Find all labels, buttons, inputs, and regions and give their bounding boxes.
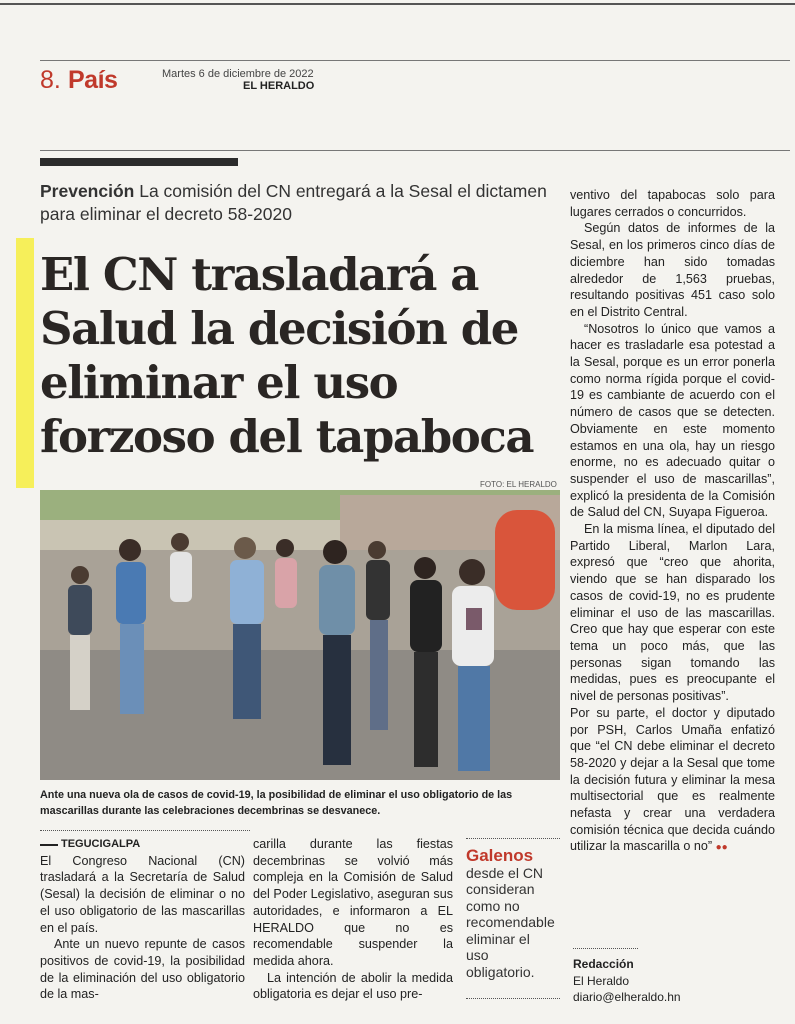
issue-date: Martes 6 de diciembre de 2022 (162, 68, 314, 80)
photo-caption: Ante una nueva ola de casos de covid-19, la posibilidad de eliminar el uso obligatorio de las mascarillas durante las celebraciones decembrinas se desvanece. (40, 789, 513, 817)
article-top-bar (40, 158, 238, 166)
byline-label: Redacción (573, 957, 634, 971)
crowd-illustration (40, 490, 560, 780)
dateline: TEGUCIGALPA (61, 836, 245, 853)
paragraph: “Nosotros lo único que vamos a hacer es trasladarle esa potestad a la Sesal, porque es un error ponerla como norma rígida porque el covid-19 es cambiante de acuerdo con el número de casos que se detecten. Obviamente en este momento estamos en una ola, hay un riesgo enorme, no es adecuado quitar o suspender el uso de mascarillas”, explicó la presidenta de la Comisión de Salud del CN, Suyapa Figueroa. (570, 321, 775, 520)
header-bottom-rule (40, 150, 790, 151)
street-crowd-photo (40, 490, 560, 780)
paragraph: ventivo del tapabocas solo para lugares cerrados o concurridos. (570, 188, 775, 219)
sidebar-top-rule (466, 838, 560, 839)
column-divider (40, 830, 250, 831)
paragraph: En la misma línea, el diputado del Partido Liberal, Marlon Lara, expresó que “creo que ahorita, viendo que se han disparado los casos de covid-19, no es prudente eliminar el uso de las mascarillas. Creo que hay que esperar con este tema un poco más, que las personas sigan tomando las medidas, pues es preocupante el nivel de personas positivas”. (570, 522, 775, 704)
headline: El CN trasladará a Salud la decisión de eliminar el uso forzoso del tapaboca (40, 248, 534, 463)
byline-outlet: El Heraldo (573, 973, 630, 988)
paragraph: Según datos de informes de la Sesal, en los primeros cinco días de diciembre han sido tomadas alrededor de 1,563 pruebas, resultando positivas 451 caso solo en el Distrito Central. (570, 221, 775, 319)
sidebar-text: desde el CN consideran como no recomendable eliminar el uso obligatorio. (466, 864, 555, 980)
highlighter-mark (16, 238, 34, 488)
sidebar-bottom-rule (466, 998, 560, 999)
paragraph: Ante un nuevo repunte de casos positivos de covid-19, la posibilidad de la eliminación del uso obligatorio de la mas- (40, 937, 245, 1002)
paragraph: El Congreso Nacional (CN) trasladará a la Secretaría de Salud (Sesal) la decisión de eliminar o no el uso obligatorio de las mascarillas en el país. (40, 853, 245, 935)
kicker-label: Prevención (40, 181, 135, 201)
photo-credit: FOTO: EL HERALDO (480, 480, 557, 489)
credit-rule (573, 948, 638, 949)
kicker-text: La comisión del CN entregará a la Sesal el dictamen para eliminar el decreto 58-2020 (40, 181, 547, 224)
newspaper-name: EL HERALDO (243, 80, 315, 92)
byline (573, 956, 773, 1006)
kicker (40, 180, 560, 226)
body-column-right (570, 187, 775, 857)
body-column-1 (40, 836, 245, 1003)
paragraph: carilla durante las fiestas decembrinas se volvió más compleja en la Comisión de Salud del Poder Legislativo, aseguran sus autoridades, e informaron a EL HERALDO que no es recomendable suspender la medida ahora. (253, 837, 453, 968)
paragraph: La intención de abolir la medida obligatoria es dejar el uso pre- (253, 970, 453, 1002)
sidebar-quote (466, 848, 556, 980)
paragraph: Por su parte, el doctor y diputado por PSH, Carlos Umaña enfatizó que “el CN debe eliminar el decreto 58-2020 y dejar a la Sesal que tome la decisión futura y eliminar la mesa multisectorial que es realmente nefasta y crear una verdadera comisión técnica que decida cuándo utilizar la mascarilla o no” (570, 705, 775, 854)
section-name: País (68, 66, 118, 94)
end-mark: ●● (715, 842, 728, 854)
byline-email: diario@elheraldo.hn (573, 990, 681, 1004)
sidebar-title: Galenos (466, 846, 534, 865)
page-number: 8. (40, 66, 61, 94)
top-border-line (0, 3, 795, 5)
header-top-rule (40, 60, 790, 61)
page-header (40, 58, 790, 100)
body-column-2 (253, 836, 453, 1003)
